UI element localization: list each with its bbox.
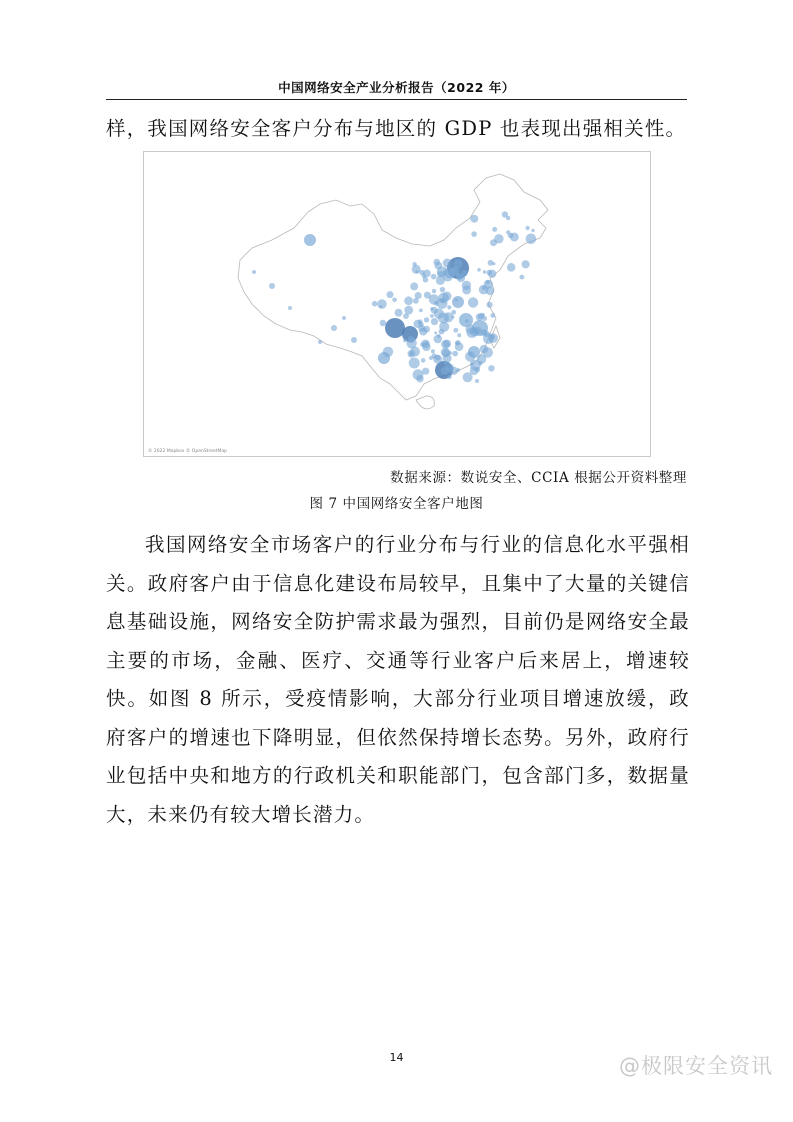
customer-bubble (451, 310, 456, 315)
customer-bubble (466, 324, 476, 334)
customer-bubble (477, 354, 486, 363)
customer-bubble (421, 358, 426, 363)
customer-bubble (471, 363, 474, 366)
customer-bubble (447, 305, 451, 309)
customer-bubble (404, 296, 413, 305)
running-header: 中国网络安全产业分析报告（2022 年） (278, 80, 515, 95)
customer-bubble (441, 366, 450, 375)
customer-bubble (488, 365, 494, 371)
lead-text: 样，我国网络安全客户分布与地区的 GDP 也表现出强相关性。 (106, 117, 687, 140)
customer-bubble (484, 280, 493, 289)
customer-bubble (288, 306, 292, 310)
customer-bubble (419, 309, 423, 313)
customer-bubble (525, 226, 529, 230)
customer-bubble (412, 262, 416, 266)
customer-bubble (492, 227, 497, 232)
map-canvas (144, 152, 650, 456)
customer-bubble (476, 314, 483, 321)
customer-bubble (404, 306, 413, 315)
body-paragraph: 我国网络安全市场客户的行业分布与行业的信息化水平强相关。政府客户由于信息化建设布局较早，且集中了大量的关键信息基础设施，网络安全防护需求最为强烈，目前仍是网络安全最主要的市场，金融、医疗、交通等行业客户后来居上，增速较快。如图 8 所示，受疫情影响，大部分行业项目增速放缓，政府客户的增速也下降明显，但依然保持增长态势。另外，政府行业包括中央和地方的行政机关和职能部门，包含部门多，数据量大，未来仍有较大增长潜力。 (106, 533, 690, 826)
customer-bubble (488, 260, 494, 266)
customer-bubble (453, 328, 458, 333)
customer-bubble (433, 355, 442, 364)
customer-bubble (437, 271, 443, 277)
customer-bubble (488, 270, 496, 278)
page-number: 14 (389, 1051, 404, 1064)
customer-bubble (492, 262, 495, 265)
customer-bubble (483, 333, 494, 344)
customer-bubble (452, 351, 458, 357)
customer-bubble (506, 230, 510, 234)
customer-bubble (419, 327, 427, 335)
customer-bubble (507, 263, 516, 272)
customer-bubble (452, 296, 464, 308)
customer-bubble (438, 293, 449, 304)
china-customer-map (143, 151, 651, 457)
customer-bubble (392, 298, 397, 303)
customer-bubble (377, 299, 387, 309)
customer-bubble (414, 320, 422, 328)
customer-bubble (468, 352, 472, 356)
figure-caption: 图 7 中国网络安全客户地图 (309, 496, 484, 512)
customer-bubble (443, 259, 452, 268)
customer-bubble (432, 289, 436, 293)
customer-bubble (430, 307, 433, 310)
customer-bubble (409, 352, 413, 356)
customer-bubble (431, 318, 438, 325)
customer-bubble (531, 229, 534, 232)
customer-bubble (422, 274, 426, 278)
customer-bubble (462, 281, 471, 290)
customer-bubble (510, 233, 519, 242)
customer-bubble (455, 298, 458, 301)
customer-bubble (304, 234, 316, 246)
customer-bubble (342, 316, 346, 320)
customer-bubble (434, 331, 437, 334)
customer-bubble (395, 309, 403, 317)
customer-bubble (318, 340, 322, 344)
customer-bubble (424, 292, 431, 299)
customer-bubble (434, 335, 443, 344)
customer-bubble (470, 366, 479, 375)
customer-bubble (415, 292, 422, 299)
customer-bubble (483, 270, 487, 274)
customer-bubble (424, 317, 429, 322)
customer-bubble (383, 347, 393, 357)
customer-bubble (420, 342, 424, 346)
customer-bubble (475, 379, 479, 383)
customer-bubble (490, 313, 495, 318)
customer-bubble (520, 275, 525, 280)
china-outline (238, 174, 548, 409)
header-rule (106, 99, 687, 100)
customer-bubble (385, 318, 405, 338)
customer-bubble (403, 339, 406, 342)
customer-bubble (439, 329, 445, 335)
customer-bubble (471, 231, 477, 237)
customer-bubble (431, 274, 437, 280)
customer-bubble (443, 354, 452, 363)
customer-bubble (494, 234, 503, 243)
customer-bubble (526, 234, 537, 245)
customer-bubble (429, 356, 433, 360)
customer-bubble (465, 319, 469, 323)
customer-bubble (457, 333, 461, 337)
customer-bubble (447, 374, 452, 379)
customer-bubble (433, 259, 440, 266)
customer-bubble (351, 337, 357, 343)
customer-bubble (477, 268, 481, 272)
customer-bubble (456, 274, 462, 280)
customer-bubble (372, 301, 378, 307)
customer-bubble (487, 302, 493, 308)
customer-bubble (455, 341, 459, 345)
customer-bubble (441, 340, 450, 349)
customer-bubble (480, 345, 489, 354)
customer-bubble (440, 287, 445, 292)
customer-bubble (269, 283, 275, 289)
customer-bubble (431, 349, 435, 353)
figure-source: 数据来源：数说安全、CCIA 根据公开资料整理 (390, 470, 687, 486)
customer-bubble (331, 325, 337, 331)
customer-bubble (380, 320, 386, 326)
customer-bubble (522, 260, 530, 268)
customer-bubble (430, 314, 434, 318)
customer-bubble (468, 297, 478, 307)
customer-bubble (409, 358, 420, 369)
customer-bubble (252, 270, 256, 274)
customer-bubble (453, 259, 462, 268)
customer-bubble (434, 309, 444, 319)
customer-bubble (506, 216, 510, 220)
customer-bubble (416, 375, 423, 382)
customer-bubble (410, 282, 418, 290)
watermark: @极限安全资讯 (619, 1054, 773, 1078)
customer-bubble (461, 270, 468, 277)
customer-bubble (451, 268, 455, 272)
customer-bubble (456, 368, 460, 372)
map-credit: © 2022 Mapbox © OpenStreetMap (148, 449, 227, 454)
customer-bubble (422, 368, 429, 375)
customer-bubble (387, 291, 394, 298)
customer-bubble (470, 215, 478, 223)
